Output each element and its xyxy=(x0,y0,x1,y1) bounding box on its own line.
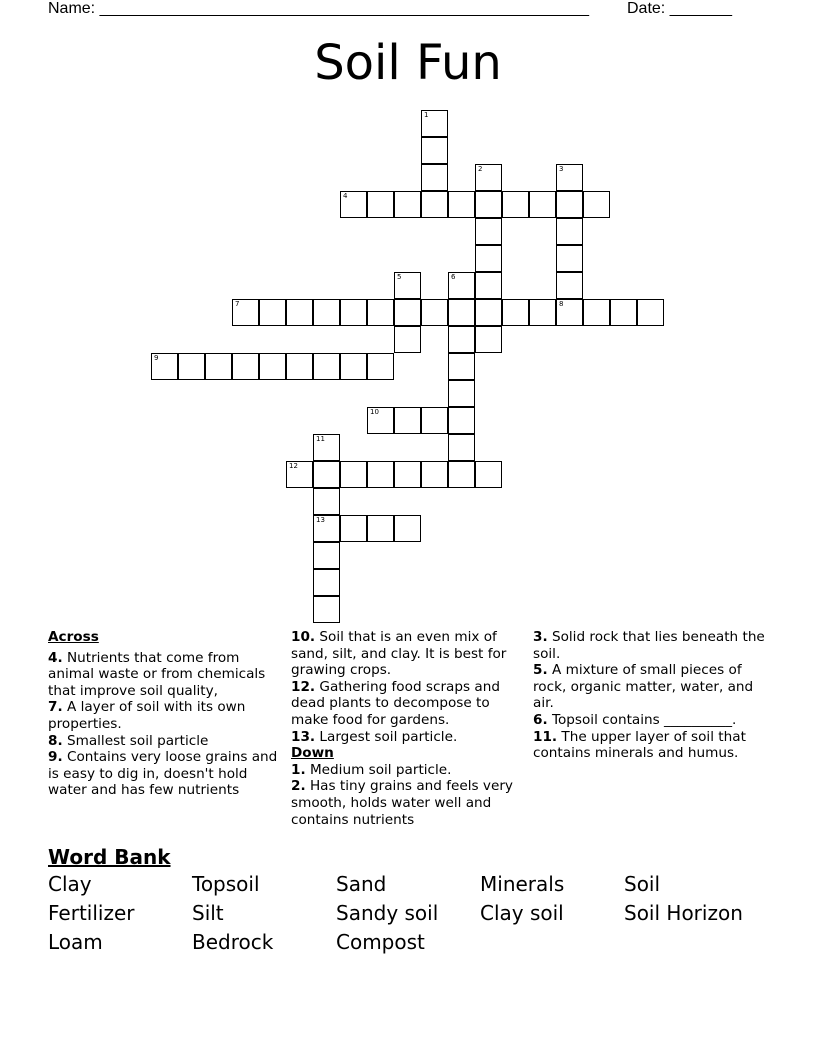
crossword-cell[interactable] xyxy=(394,299,421,326)
clue-text: A layer of soil with its own properties. xyxy=(48,699,246,732)
clues-column-1 xyxy=(48,629,284,799)
clue-text: Medium soil particle. xyxy=(309,761,452,778)
word-bank-item: Soil Horizon xyxy=(624,901,743,925)
crossword-cell[interactable] xyxy=(394,191,421,218)
clue-number-label: 1. xyxy=(291,761,306,778)
name-field[interactable]: Name: _______________________________________________________ xyxy=(48,0,589,17)
clue-number: 8 xyxy=(559,300,564,308)
word-bank-item: Fertilizer xyxy=(48,901,135,925)
crossword-cell[interactable] xyxy=(367,515,394,542)
word-bank-item: Soil xyxy=(624,872,661,896)
clue-number-label: 7. xyxy=(48,699,63,716)
clue-number-label: 6. xyxy=(533,711,548,728)
crossword-cell[interactable] xyxy=(178,353,205,380)
crossword-cell[interactable] xyxy=(556,299,583,326)
word-bank-item: Clay soil xyxy=(480,901,564,925)
crossword-cell[interactable] xyxy=(367,407,394,434)
crossword-cell[interactable] xyxy=(556,272,583,299)
crossword-cell[interactable] xyxy=(448,272,475,299)
crossword-cell[interactable] xyxy=(259,299,286,326)
word-bank-item: Bedrock xyxy=(192,930,274,954)
worksheet-header xyxy=(0,0,816,22)
word-bank-item: Sandy soil xyxy=(336,901,439,925)
crossword-cell[interactable] xyxy=(313,299,340,326)
down-clue-list-continued xyxy=(533,629,773,762)
crossword-cell[interactable] xyxy=(367,353,394,380)
crossword-cell[interactable] xyxy=(448,380,475,407)
across-clue-list xyxy=(48,650,284,799)
crossword-cell[interactable] xyxy=(421,191,448,218)
crossword-cell[interactable] xyxy=(151,353,178,380)
clue-item xyxy=(291,762,519,779)
crossword-cell[interactable] xyxy=(313,569,340,596)
crossword-cell[interactable] xyxy=(448,191,475,218)
crossword-cell[interactable] xyxy=(340,461,367,488)
crossword-cell[interactable] xyxy=(259,353,286,380)
crossword-cell[interactable] xyxy=(394,326,421,353)
clue-number: 5 xyxy=(397,273,402,281)
clue-text: A mixture of small pieces of rock, organic matter, water, and air. xyxy=(533,662,754,712)
clue-text: Nutrients that come from animal waste or from chemicals that improve soil quality, xyxy=(48,649,266,699)
crossword-cell[interactable] xyxy=(421,461,448,488)
crossword-cell[interactable] xyxy=(502,191,529,218)
clue-number-label: 9. xyxy=(48,749,63,766)
crossword-cell[interactable] xyxy=(475,272,502,299)
crossword-cell[interactable] xyxy=(610,299,637,326)
page-title: Soil Fun xyxy=(314,35,502,91)
clue-text: Smallest soil particle xyxy=(66,732,209,749)
crossword-cell[interactable] xyxy=(313,353,340,380)
crossword-cell[interactable] xyxy=(394,515,421,542)
crossword-cell[interactable] xyxy=(475,164,502,191)
crossword-cell[interactable] xyxy=(394,407,421,434)
clues-column-3 xyxy=(533,629,773,762)
crossword-cell[interactable] xyxy=(556,245,583,272)
clue-item xyxy=(48,733,284,750)
crossword-cell[interactable] xyxy=(421,137,448,164)
crossword-cell[interactable] xyxy=(313,434,340,461)
crossword-cell[interactable] xyxy=(367,191,394,218)
clue-item xyxy=(291,679,519,729)
clue-text: Largest soil particle. xyxy=(319,728,458,745)
clue-number-label: 3. xyxy=(533,629,548,645)
crossword-cell[interactable] xyxy=(205,353,232,380)
crossword-cell[interactable] xyxy=(556,191,583,218)
crossword-cell[interactable] xyxy=(475,326,502,353)
word-bank-item: Loam xyxy=(48,930,103,954)
clue-number: 4 xyxy=(343,192,348,200)
crossword-cell[interactable] xyxy=(421,110,448,137)
clue-item xyxy=(48,749,284,799)
crossword-cell[interactable] xyxy=(286,461,313,488)
clue-item xyxy=(291,778,519,828)
crossword-cell[interactable] xyxy=(340,191,367,218)
crossword-cell[interactable] xyxy=(556,218,583,245)
clue-number-label: 10. xyxy=(291,629,316,645)
crossword-cell[interactable] xyxy=(313,542,340,569)
crossword-cell[interactable] xyxy=(421,164,448,191)
crossword-cell[interactable] xyxy=(448,299,475,326)
clue-text: Soil that is an even mix of sand, silt, and clay. It is best for grawing crops. xyxy=(291,629,507,679)
clue-item xyxy=(533,729,773,762)
clue-item xyxy=(533,662,773,712)
crossword-cell[interactable] xyxy=(475,461,502,488)
crossword-cell[interactable] xyxy=(583,299,610,326)
crossword-cell[interactable] xyxy=(556,164,583,191)
crossword-cell[interactable] xyxy=(529,191,556,218)
crossword-cell[interactable] xyxy=(475,245,502,272)
clue-item xyxy=(48,699,284,732)
word-bank-item: Silt xyxy=(192,901,224,925)
clue-text: Has tiny grains and feels very smooth, holds water well and contains nutrients xyxy=(291,778,513,828)
word-bank xyxy=(48,872,788,954)
crossword-cell[interactable] xyxy=(232,299,259,326)
crossword-cell[interactable] xyxy=(448,326,475,353)
crossword-cell[interactable] xyxy=(394,461,421,488)
crossword-cell[interactable] xyxy=(367,299,394,326)
across-heading: Across xyxy=(48,629,99,645)
crossword-cell[interactable] xyxy=(367,461,394,488)
crossword-cell[interactable] xyxy=(286,299,313,326)
clue-number-label: 2. xyxy=(291,778,306,795)
clue-item xyxy=(533,629,773,662)
crossword-cell[interactable] xyxy=(313,596,340,623)
word-bank-item: Sand xyxy=(336,872,387,896)
date-field[interactable]: Date: _______ xyxy=(627,0,732,17)
crossword-cell[interactable] xyxy=(340,353,367,380)
crossword-cell[interactable] xyxy=(313,461,340,488)
word-bank-item: Minerals xyxy=(480,872,565,896)
word-bank-title: Word Bank xyxy=(48,845,171,869)
crossword-cell[interactable] xyxy=(529,299,556,326)
clue-item xyxy=(291,629,519,679)
crossword-cell[interactable] xyxy=(286,353,313,380)
clues-column-2 xyxy=(291,629,519,828)
clue-item xyxy=(291,729,519,746)
clue-text: Topsoil contains __________. xyxy=(551,711,737,728)
clue-number-label: 5. xyxy=(533,662,548,679)
clue-number: 6 xyxy=(451,273,456,281)
clue-number: 11 xyxy=(316,435,325,443)
clue-number: 10 xyxy=(370,408,379,416)
word-bank-item: Topsoil xyxy=(192,872,260,896)
clue-number: 2 xyxy=(478,165,483,173)
clue-number: 7 xyxy=(235,300,240,308)
clue-number-label: 8. xyxy=(48,732,63,749)
crossword-cell[interactable] xyxy=(232,353,259,380)
clue-number: 12 xyxy=(289,462,298,470)
crossword-cell[interactable] xyxy=(502,299,529,326)
clue-number-label: 12. xyxy=(291,678,316,695)
clue-number: 13 xyxy=(316,516,325,524)
crossword-cell[interactable] xyxy=(340,299,367,326)
clue-text: Contains very loose grains and is easy to dig in, doesn't hold water and has few nutrients xyxy=(48,749,278,799)
crossword-cell[interactable] xyxy=(421,407,448,434)
crossword-cell[interactable] xyxy=(313,515,340,542)
crossword-cell[interactable] xyxy=(448,434,475,461)
clue-number-label: 4. xyxy=(48,649,63,666)
clue-text: The upper layer of soil that contains minerals and humus. xyxy=(533,728,746,762)
crossword-cell[interactable] xyxy=(475,191,502,218)
word-bank-item: Clay xyxy=(48,872,92,896)
clue-text: Gathering food scraps and dead plants to decompose to make food for gardens. xyxy=(291,678,500,728)
across-clue-list-continued xyxy=(291,629,519,745)
clue-number: 3 xyxy=(559,165,564,173)
down-heading: Down xyxy=(291,745,334,762)
word-bank-item: Compost xyxy=(336,930,425,954)
clue-number-label: 13. xyxy=(291,728,316,745)
crossword-cell[interactable] xyxy=(637,299,664,326)
crossword-cell[interactable] xyxy=(421,299,448,326)
crossword-cell[interactable] xyxy=(475,218,502,245)
crossword-cell[interactable] xyxy=(583,191,610,218)
clue-number: 1 xyxy=(424,111,429,119)
crossword-cell[interactable] xyxy=(475,299,502,326)
crossword-cell[interactable] xyxy=(313,488,340,515)
crossword-cell[interactable] xyxy=(448,461,475,488)
clue-item xyxy=(48,650,284,700)
crossword-cell[interactable] xyxy=(448,353,475,380)
clue-text: Solid rock that lies beneath the soil. xyxy=(533,629,765,662)
crossword-cell[interactable] xyxy=(340,515,367,542)
clue-number-label: 11. xyxy=(533,728,558,745)
clue-item xyxy=(533,712,773,729)
crossword-cell[interactable] xyxy=(448,407,475,434)
down-clue-list xyxy=(291,762,519,828)
clue-number: 9 xyxy=(154,354,159,362)
crossword-cell[interactable] xyxy=(394,272,421,299)
